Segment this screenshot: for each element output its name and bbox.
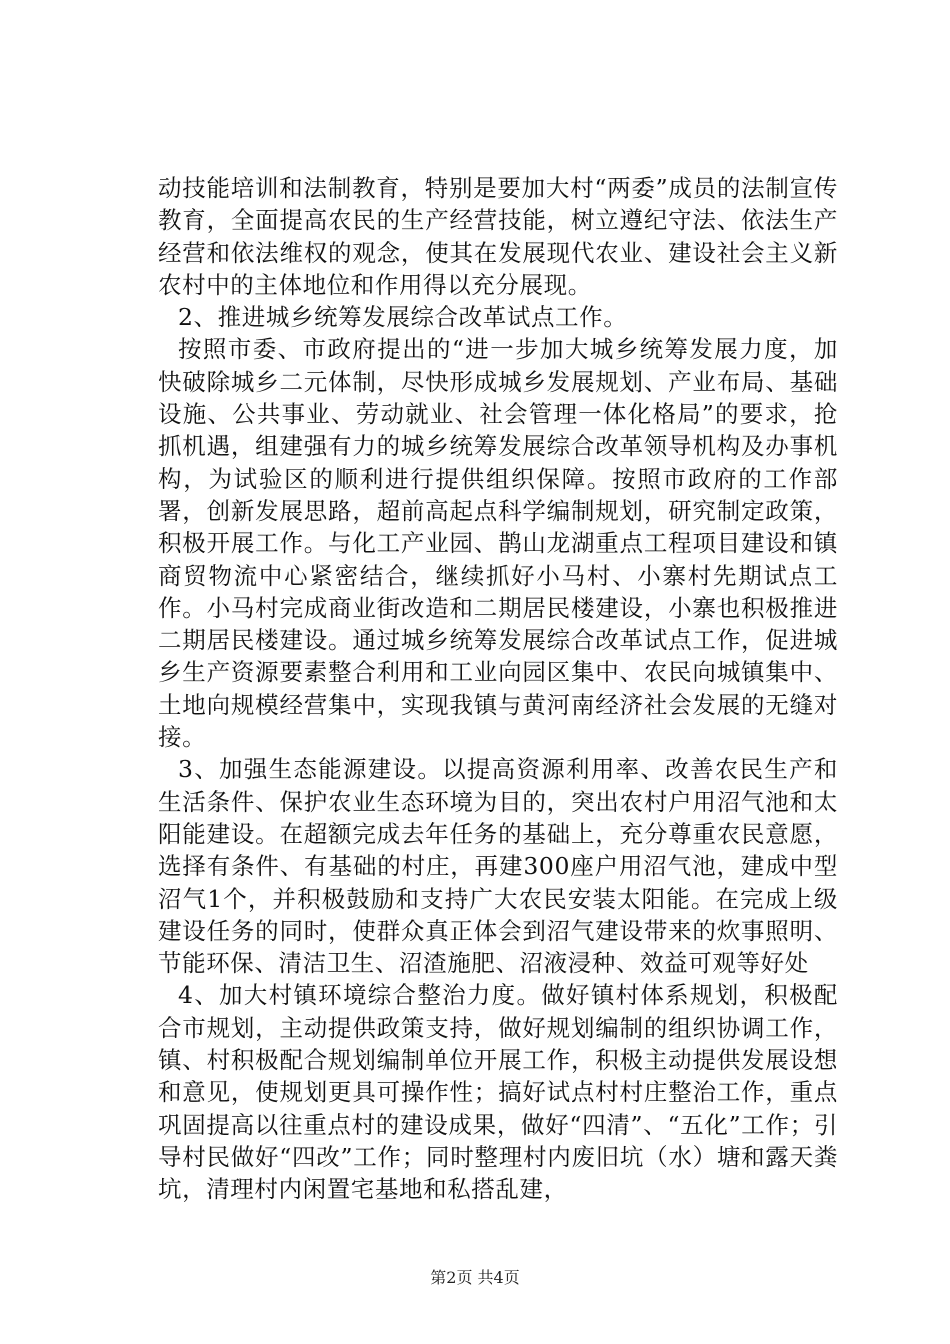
- document-body: [158, 172, 838, 1206]
- page-number-footer: 第2页 共4页: [430, 1268, 520, 1287]
- paragraph-continuation: 动技能培训和法制教育，特别是要加大村“两委”成员的法制宣传教育，全面提高农民的生产经营技能，树立遵纪守法、依法生产经营和依法维权的观念，使其在发展现代农业、建设社会主义新农村中的主体地位和作用得以充分展现。: [158, 174, 838, 299]
- paragraph-urban-rural: 按照市委、市政府提出的“进一步加大城乡统筹发展力度，加快破除城乡二元体制，尽快形成城乡发展规划、产业布局、基础设施、公共事业、劳动就业、社会管理一体化格局”的要求，抢抓机遇，组建强有力的城乡统筹发展综合改革领导机构及办事机构，为试验区的顺利进行提供组织保障。按照市政府的工作部署，创新发展思路，超前高起点科学编制规划，研究制定政策，积极开展工作。与化工产业园、鹊山龙湖重点工程项目建设和镇商贸物流中心紧密结合，继续抓好小马村、小寨村先期试点工作。小马村完成商业街改造和二期居民楼建设，小寨也积极推进二期居民楼建设。通过城乡统筹发展综合改革试点工作，促进城乡生产资源要素整合利用和工业向园区集中、农民向城镇集中、土地向规模经营集中，实现我镇与黄河南经济社会发展的无缝对接。: [158, 335, 838, 752]
- paragraph-environment: 4、加大村镇环境综合整治力度。做好镇村体系规划，积极配合市规划，主动提供政策支持，做好规划编制的组织协调工作，镇、村积极配合规划编制单位开展工作，积极主动提供发展设想和意见，使规划更具可操作性；搞好试点村村庄整治工作，重点巩固提高以往重点村的建设成果，做好“四清”、“五化”工作；引导村民做好“四改”工作；同时整理村内废旧坑（水）塘和露天粪坑，清理村内闲置宅基地和私搭乱建，: [158, 981, 838, 1204]
- section-heading-2: 2、推进城乡统筹发展综合改革试点工作。: [178, 303, 628, 332]
- paragraph-ecological-energy: 3、加强生态能源建设。以提高资源利用率、改善农民生产和生活条件、保护农业生态环境为目的，突出农村户用沼气池和太阳能建设。在超额完成去年任务的基础上，充分尊重农民意愿，选择有条件、有基础的村庄，再建300座户用沼气池，建成中型沼气1个，并积极鼓励和支持广大农民安装太阳能。在完成上级建设任务的同时，使群众真正体会到沼气建设带来的炊事照明、节能环保、清洁卫生、沼渣施肥、沼液浸种、效益可观等好处: [158, 755, 838, 978]
